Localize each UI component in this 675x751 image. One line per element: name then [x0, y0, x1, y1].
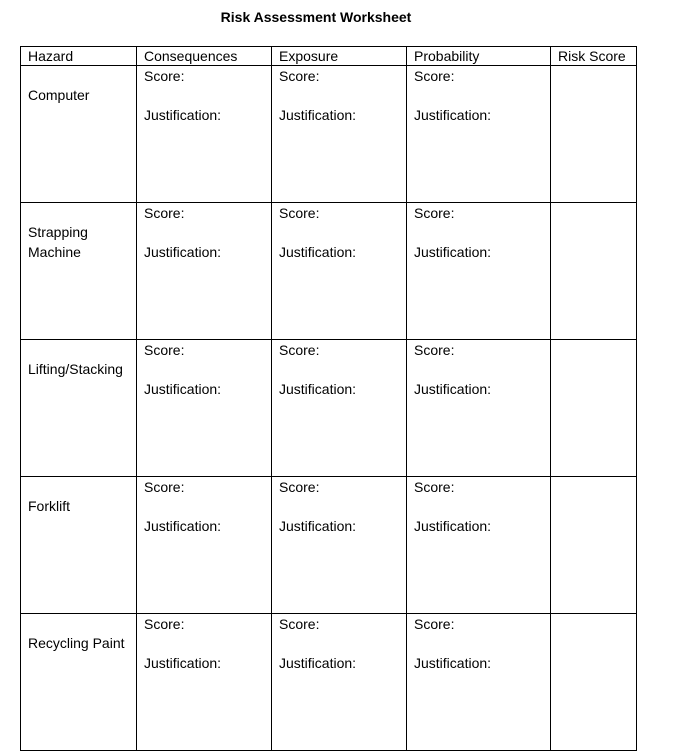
score-label: Score:: [414, 68, 455, 84]
header-consequences: Consequences: [137, 47, 272, 66]
hazard-cell: [21, 477, 137, 614]
risk-score-cell[interactable]: [551, 614, 637, 751]
justification-label: Justification:: [279, 518, 357, 534]
risk-score-cell[interactable]: [551, 203, 637, 340]
justification-label: Justification:: [144, 107, 222, 123]
risk-score-cell[interactable]: [551, 66, 637, 203]
probability-cell[interactable]: [407, 66, 551, 203]
justification-label: Justification:: [279, 381, 357, 397]
table-row: [21, 203, 637, 340]
hazard-name-line-1: Strapping: [28, 224, 88, 240]
hazard-name: Computer: [28, 87, 90, 103]
hazard-name: Recycling Paint: [28, 635, 125, 651]
probability-cell[interactable]: [407, 340, 551, 477]
justification-label: Justification:: [279, 107, 357, 123]
consequences-cell[interactable]: [137, 203, 272, 340]
justification-label: Justification:: [414, 107, 492, 123]
probability-cell[interactable]: [407, 203, 551, 340]
score-label: Score:: [279, 205, 320, 221]
hazard-name: Lifting/Stacking: [28, 361, 123, 377]
score-label: Score:: [279, 616, 320, 632]
consequences-cell[interactable]: [137, 614, 272, 751]
exposure-cell[interactable]: [272, 66, 407, 203]
header-hazard: Hazard: [21, 47, 137, 66]
worksheet-title: Risk Assessment Worksheet: [220, 9, 412, 25]
score-label: Score:: [414, 616, 455, 632]
score-label: Score:: [144, 68, 185, 84]
consequences-cell[interactable]: [137, 66, 272, 203]
justification-label: Justification:: [279, 244, 357, 260]
table-row: [21, 477, 637, 614]
hazard-name: Forklift: [28, 498, 70, 514]
exposure-cell[interactable]: [272, 203, 407, 340]
score-label: Score:: [279, 479, 320, 495]
probability-cell[interactable]: [407, 477, 551, 614]
justification-label: Justification:: [144, 244, 222, 260]
consequences-cell[interactable]: [137, 477, 272, 614]
table-row: [21, 340, 637, 477]
risk-score-cell[interactable]: [551, 340, 637, 477]
table-row: [21, 614, 637, 751]
hazard-name-line-2: Machine: [28, 244, 81, 260]
justification-label: Justification:: [144, 518, 222, 534]
probability-cell[interactable]: [407, 614, 551, 751]
score-label: Score:: [144, 479, 185, 495]
score-label: Score:: [279, 342, 320, 358]
hazard-cell: [21, 340, 137, 477]
justification-label: Justification:: [414, 655, 492, 671]
hazard-cell: [21, 614, 137, 751]
justification-label: Justification:: [279, 655, 357, 671]
justification-label: Justification:: [144, 381, 222, 397]
table-row: [21, 66, 637, 203]
score-label: Score:: [144, 205, 185, 221]
justification-label: Justification:: [414, 381, 492, 397]
hazard-cell: [21, 66, 137, 203]
score-label: Score:: [414, 205, 455, 221]
score-label: Score:: [414, 479, 455, 495]
hazard-cell: [21, 203, 137, 340]
score-label: Score:: [144, 616, 185, 632]
risk-assessment-table: [20, 46, 637, 751]
risk-score-cell[interactable]: [551, 477, 637, 614]
score-label: Score:: [144, 342, 185, 358]
header-exposure: Exposure: [272, 47, 407, 66]
header-risk-score: Risk Score: [551, 47, 637, 66]
justification-label: Justification:: [414, 244, 492, 260]
score-label: Score:: [414, 342, 455, 358]
header-probability: Probability: [407, 47, 551, 66]
header-row: [21, 47, 637, 66]
justification-label: Justification:: [414, 518, 492, 534]
exposure-cell[interactable]: [272, 340, 407, 477]
exposure-cell[interactable]: [272, 614, 407, 751]
consequences-cell[interactable]: [137, 340, 272, 477]
score-label: Score:: [279, 68, 320, 84]
exposure-cell[interactable]: [272, 477, 407, 614]
justification-label: Justification:: [144, 655, 222, 671]
